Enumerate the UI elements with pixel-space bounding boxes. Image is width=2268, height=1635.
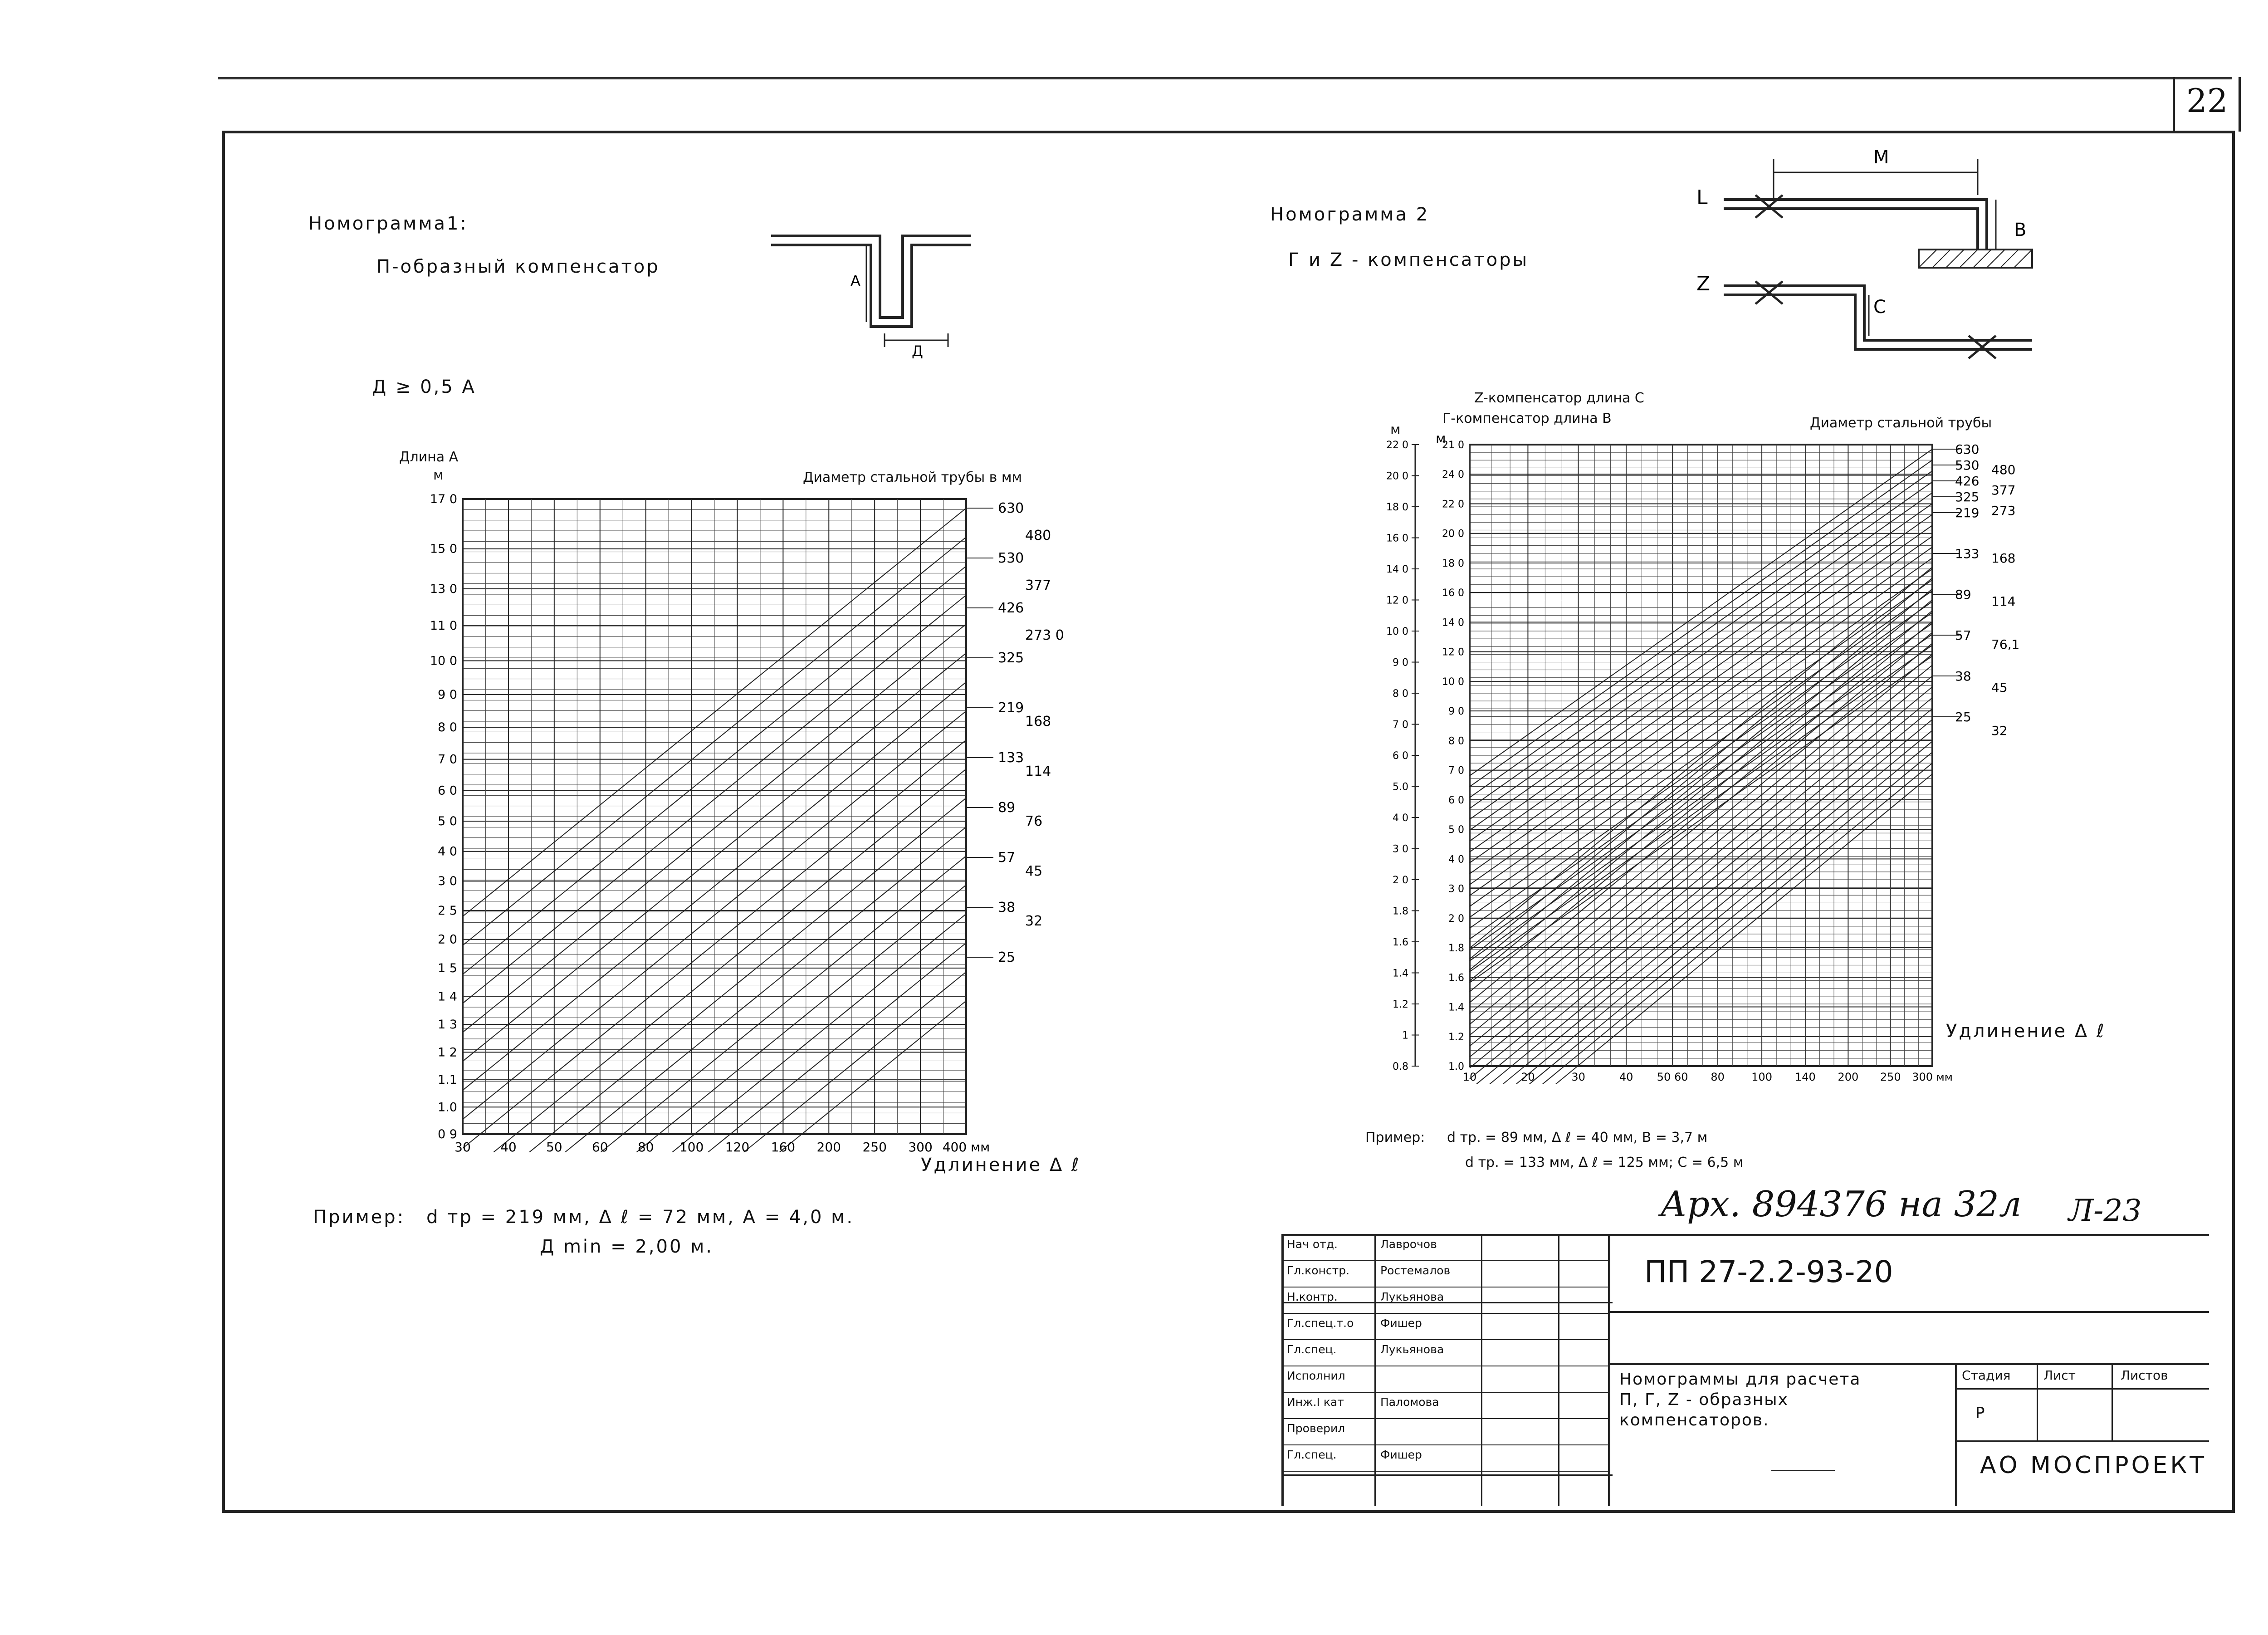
- title-block-role: Гл.констр.: [1287, 1264, 1350, 1277]
- nomogram2-diameter-lines: [1470, 449, 1932, 1084]
- nomogram2-y-tick-inner: 1.4: [1448, 1002, 1464, 1013]
- nomogram1-y-tick: 5 0: [438, 814, 457, 829]
- nomogram2-diameter-label-right: 168: [1991, 551, 2016, 566]
- nomogram2-y-tick-outer: 14 0: [1386, 564, 1408, 575]
- nomogram1-diameter-label-left: 133: [998, 750, 1024, 766]
- nomogram1-x-title: Удлинение Δ ℓ: [921, 1155, 1081, 1175]
- nomogram1-example-line2: Д min = 2,00 м.: [540, 1236, 714, 1257]
- stage-header: Стадия: [1962, 1368, 2011, 1383]
- nomogram2-diameter-line-z: [1470, 591, 1932, 917]
- nomogram1-y-tick: 1 2: [438, 1045, 457, 1060]
- nomogram2-y-tick-outer: 6 0: [1393, 750, 1408, 762]
- nomogram2-diameter-line-g: [1470, 578, 1932, 959]
- nomogram2-y-tick-inner: 6 0: [1448, 794, 1464, 806]
- nomogram1-diameter-labels: [966, 500, 1064, 965]
- nomogram1-diameter-label-left: 38: [998, 900, 1016, 915]
- nomogram1-diameter-label-left: 25: [998, 950, 1016, 965]
- nomogram2-diameter-line-g: [1470, 730, 1932, 1084]
- nomogram1-legend-title: Диаметр стальной трубы в мм: [803, 470, 1022, 485]
- nomogram1-y-tick: 1.1: [438, 1073, 457, 1087]
- nomogram2-y-tick-inner: 1.0: [1448, 1061, 1464, 1072]
- nomogram1-x-tick: 50: [546, 1140, 562, 1152]
- nomogram2-y-ticks-outer: [1386, 440, 1419, 1072]
- nomogram2-y-tick-inner: 12 0: [1442, 646, 1464, 658]
- nomogram2-y-ticks-inner: [1442, 440, 1464, 1072]
- title-block-row-line: [1281, 1418, 1608, 1419]
- nomogram2-diameter-label-right: 32: [1991, 723, 2008, 738]
- nomogram2-y-tick-outer: 4 0: [1393, 813, 1408, 824]
- nomogram2-x-tick: 100: [1751, 1071, 1772, 1083]
- title-block-role: Исполнил: [1287, 1369, 1345, 1382]
- nomogram2-subtitle: Г и Z - компенсаторы: [1288, 250, 1529, 270]
- nomogram2-diameter-label-right: 480: [1991, 462, 2016, 477]
- nomogram2-example-label: Пример:: [1365, 1130, 1425, 1145]
- nomogram2-diameter-label-right: 76,1: [1991, 637, 2020, 652]
- nomogram1-x-tick: 160: [771, 1140, 796, 1152]
- nomogram1-x-tick: 400 мм: [942, 1140, 990, 1152]
- nomogram2-y-tick-outer: 7 0: [1393, 719, 1408, 731]
- nomogram2-diameter-label-right: 377: [1991, 483, 2016, 498]
- nomogram1-diameter-label-left: 219: [998, 700, 1024, 716]
- nomogram1-diameter-label-right: 273 0: [1025, 627, 1064, 643]
- nomogram2-y-tick-outer: 9 0: [1393, 657, 1408, 669]
- nomogram2-y-tick-inner: 4 0: [1448, 854, 1464, 866]
- nomogram2-x-ticks: [1463, 1071, 1953, 1083]
- nomogram2-diameter-line-g: [1470, 589, 1932, 970]
- nomogram2-y-tick-outer: 2 0: [1393, 875, 1408, 886]
- nomogram1-diameter-label-right: 480: [1025, 528, 1051, 543]
- title-block-role: Гл.спец.: [1287, 1448, 1337, 1461]
- nomogram2-y-tick-outer: 0.8: [1393, 1061, 1408, 1072]
- nomogram1-diameter-label-right: 377: [1025, 578, 1051, 593]
- nomogram2-diameter-label-left: 133: [1955, 546, 1980, 561]
- nomogram1-x-tick: 100: [679, 1140, 704, 1152]
- nomogram1-x-tick: 30: [455, 1140, 471, 1152]
- nomogram2-y-tick-outer: 1: [1402, 1030, 1408, 1042]
- nomogram2-x-tick: 250: [1880, 1071, 1901, 1083]
- nomogram2-diameter-line-z: [1470, 504, 1932, 830]
- nomogram2-y-tick-inner: 18 0: [1442, 558, 1464, 569]
- nomogram2-y-tick-inner: 7 0: [1448, 765, 1464, 777]
- nomogram2-y-tick-outer: 5.0: [1393, 781, 1408, 793]
- nomogram2-y-tick-inner: 3 0: [1448, 883, 1464, 895]
- nomogram1-y-tick: 1 4: [438, 989, 457, 1004]
- nomogram1-diameter-label-left: 89: [998, 800, 1016, 816]
- stage-value: Р: [1975, 1404, 1985, 1422]
- nomogram2-y-tick-inner: 14 0: [1442, 617, 1464, 629]
- nomogram2-diameter-line-z: [1470, 547, 1932, 874]
- nomogram1-diameter-label-right: 76: [1025, 813, 1043, 829]
- nomogram1-y-tick: 7 0: [438, 752, 457, 767]
- nomogram1-y-tick: 0 9: [438, 1127, 457, 1141]
- nomogram1-diameter-label-left: 325: [998, 650, 1024, 666]
- nomogram2-schematic: [1696, 145, 2055, 363]
- schematic2-label-b: В: [2014, 220, 2027, 240]
- nomogram2-y-tick-inner: 5 0: [1448, 824, 1464, 836]
- nomogram2-diameter-line-z: [1470, 449, 1932, 776]
- nomogram1-schematic: [767, 227, 975, 358]
- nomogram2-diameter-line-g: [1470, 632, 1932, 1013]
- document-title-line1: Номограммы для расчета: [1619, 1370, 1861, 1389]
- nomogram2-y-tick-outer: 22 0: [1386, 440, 1408, 451]
- nomogram1-diameter-label-right: 45: [1025, 863, 1043, 879]
- nomogram1-y-title: Длина А: [399, 449, 459, 465]
- nomogram1-x-tick: 300: [908, 1140, 933, 1152]
- nomogram1-y-unit: м: [433, 467, 444, 483]
- title-block-name: Паломова: [1380, 1395, 1439, 1409]
- nomogram1-diameter-label-right: 114: [1025, 764, 1051, 779]
- nomogram2-y-tick-outer: 8 0: [1393, 688, 1408, 700]
- nomogram2-diameter-label-left: 530: [1955, 458, 1980, 473]
- nomogram1-y-tick: 2 0: [438, 932, 457, 947]
- nomogram2-axis-title-z: Z-компенсатор длина С: [1474, 390, 1644, 406]
- nomogram2-diameter-label-right: 45: [1991, 680, 2008, 695]
- nomogram2-diameter-line-g: [1470, 600, 1932, 981]
- nomogram1-subtitle: П-образный компенсатор: [376, 256, 660, 277]
- nomogram2-diameter-label-right: 114: [1991, 594, 2016, 609]
- nomogram1-y-tick: 9 0: [438, 687, 457, 702]
- nomogram2-y-tick-inner: 1.8: [1448, 943, 1464, 955]
- nomogram1-y-ticks: [430, 492, 457, 1141]
- title-block-name: Лукьянова: [1380, 1343, 1444, 1356]
- nomogram1-diameter-label-left: 530: [998, 550, 1024, 566]
- schematic2-label-m: М: [1873, 147, 1889, 168]
- nomogram1-example-line1: d тр = 219 мм, Δ ℓ = 72 мм, А = 4,0 м.: [426, 1207, 855, 1228]
- nomogram2-diameter-line-z: [1470, 471, 1932, 798]
- title-block-name: Фишер: [1380, 1317, 1422, 1330]
- schematic2-label-c: С: [1873, 297, 1886, 318]
- nomogram2-x-tick: 20: [1521, 1071, 1535, 1083]
- nomogram1-y-tick: 11 0: [430, 619, 457, 633]
- schematic2-label-l: L: [1696, 186, 1708, 209]
- nomogram2-axis-title-g: Г-компенсатор длина В: [1442, 411, 1612, 426]
- nomogram1-y-tick: 1 5: [438, 961, 457, 975]
- nomogram1-x-tick: 60: [591, 1140, 608, 1152]
- nomogram2-y-tick-inner: 10 0: [1442, 676, 1464, 688]
- nomogram1-y-tick: 2 5: [438, 903, 457, 918]
- nomogram2-diameter-line-z: [1470, 634, 1932, 961]
- nomogram2-y-tick-outer: 18 0: [1386, 502, 1408, 513]
- nomogram2-diameter-label-left: 57: [1955, 628, 1971, 643]
- nomogram2-diameter-label-left: 630: [1955, 442, 1980, 457]
- nomogram1-y-tick: 13 0: [430, 582, 457, 596]
- page-number: 22: [2186, 82, 2228, 120]
- nomogram2-diameter-line-z: [1470, 645, 1932, 972]
- document-title-line3: компенсаторов.: [1619, 1411, 1769, 1429]
- nomogram2-y-tick-outer: 10 0: [1386, 626, 1408, 637]
- nomogram2-y-tick-outer: 1.2: [1393, 999, 1408, 1010]
- nomogram2-y-tick-outer: 1.8: [1393, 906, 1408, 917]
- nomogram2-diameter-label-left: 325: [1955, 490, 1980, 504]
- title-block-role: Нач отд.: [1287, 1238, 1338, 1251]
- nomogram1-y-tick: 15 0: [430, 542, 457, 556]
- nomogram2-diameter-line-g: [1470, 567, 1932, 948]
- nomogram2-diameter-label-left: 219: [1955, 505, 1980, 520]
- nomogram2-x-tick: 80: [1711, 1071, 1725, 1083]
- title-block-row-line: [1281, 1444, 1608, 1445]
- nomogram1-example-label: Пример:: [313, 1207, 406, 1228]
- nomogram2-y-tick-outer: 1.6: [1393, 937, 1408, 948]
- nomogram2-diameter-line-g: [1470, 687, 1932, 1068]
- nomogram2-diameter-label-left: 426: [1955, 474, 1980, 489]
- nomogram2-x-tick: 140: [1795, 1071, 1816, 1083]
- nomogram2-chart: [1370, 436, 2023, 1084]
- nomogram2-x-tick: 10: [1462, 1071, 1477, 1083]
- nomogram2-diameter-line-z: [1470, 525, 1932, 852]
- sheet-note: Л-23: [2068, 1193, 2142, 1228]
- nomogram1-diameter-label-right: 168: [1025, 714, 1051, 729]
- nomogram2-diameter-labels: [1932, 442, 2019, 738]
- nomogram2-y-tick-outer: 12 0: [1386, 595, 1408, 607]
- title-block-role: Инж.I кат: [1287, 1395, 1344, 1409]
- nomogram2-y-tick-outer: 3 0: [1393, 843, 1408, 855]
- nomogram2-diameter-line-z: [1470, 602, 1932, 928]
- nomogram2-y-tick-inner: 9 0: [1448, 706, 1464, 718]
- nomogram2-x-tick: 300 мм: [1912, 1071, 1953, 1083]
- title-block-name: Лукьянова: [1380, 1290, 1444, 1303]
- nomogram2-diameter-line-g: [1470, 611, 1932, 992]
- nomogram2-diameter-label-left: 38: [1955, 669, 1971, 684]
- nomogram2-x-tick: 200: [1838, 1071, 1859, 1083]
- nomogram2-y-tick-inner: 21 0: [1442, 440, 1464, 451]
- nomogram1-diameter-label-left: 57: [998, 850, 1016, 866]
- title-block-name: Лаврочов: [1380, 1238, 1437, 1251]
- nomogram2-x-tick: 30: [1571, 1071, 1585, 1083]
- title-block-row-line: [1281, 1313, 1608, 1314]
- nomogram2-y-tick-outer: 20 0: [1386, 470, 1408, 482]
- nomogram2-diameter-line-z: [1470, 536, 1932, 863]
- nomogram1-chart: [376, 485, 1084, 1152]
- nomogram2-y-tick-outer: 1.4: [1393, 968, 1408, 979]
- nomogram2-diameter-line-g: [1470, 643, 1932, 1024]
- nomogram1-condition: Д ≥ 0,5 А: [372, 377, 476, 397]
- nomogram2-diameter-line-g: [1470, 622, 1932, 1003]
- nomogram2-diameter-label-left: 25: [1955, 710, 1971, 724]
- title-block-row-line: [1281, 1339, 1608, 1340]
- nomogram2-diameter-line-z: [1470, 558, 1932, 885]
- nomogram2-y-tick-inner: 1.6: [1448, 972, 1464, 984]
- separator-dash: [1771, 1470, 1835, 1471]
- document-title-line2: П, Г, Z - образных: [1619, 1390, 1789, 1409]
- nomogram1-y-tick: 10 0: [430, 654, 457, 668]
- nomogram2-y-tick-inner: 8 0: [1448, 735, 1464, 747]
- nomogram1-y-tick: 6 0: [438, 783, 457, 798]
- nomogram1-diameter-label-right: 32: [1025, 913, 1043, 929]
- nomogram2-diameter-label-left: 89: [1955, 587, 1971, 602]
- nomogram2-diameter-line-z: [1470, 656, 1932, 983]
- nomogram2-legend-title: Диаметр стальной трубы: [1810, 415, 1992, 431]
- nomogram1-diameter-label-left: 426: [998, 600, 1024, 616]
- nomogram2-diameter-line-g: [1470, 676, 1932, 1057]
- nomogram1-x-ticks: [455, 1140, 990, 1152]
- nomogram1-y-tick: 17 0: [430, 492, 457, 506]
- nomogram2-x-tick: 50 60: [1657, 1071, 1688, 1083]
- title-block: [1281, 1234, 2209, 1506]
- title-block-row-line: [1281, 1260, 1608, 1261]
- nomogram1-y-tick: 8 0: [438, 720, 457, 735]
- nomogram2-y-tick-inner: 1.2: [1448, 1031, 1464, 1043]
- nomogram1-heading: Номограмма1:: [308, 213, 468, 234]
- title-block-row-line: [1281, 1471, 1608, 1472]
- nomogram2-y-tick-inner: 22 0: [1442, 499, 1464, 510]
- title-block-role: Н.контр.: [1287, 1290, 1338, 1303]
- sheet-header: Лист: [2043, 1368, 2076, 1383]
- nomogram1-y-tick: 3 0: [438, 874, 457, 889]
- nomogram1-y-tick: 1.0: [438, 1100, 457, 1115]
- nomogram1-y-tick: 4 0: [438, 844, 457, 859]
- nomogram2-example-line2: d тр. = 133 мм, Δ ℓ = 125 мм; С = 6,5 м: [1465, 1155, 1744, 1170]
- nomogram1-x-tick: 40: [500, 1140, 517, 1152]
- nomogram2-x-tick: 40: [1619, 1071, 1633, 1083]
- nomogram2-y-tick-outer: 16 0: [1386, 533, 1408, 544]
- nomogram2-y-tick-inner: 24 0: [1442, 469, 1464, 481]
- nomogram1-x-tick: 200: [816, 1140, 841, 1152]
- nomogram1-diameter-label-left: 630: [998, 500, 1024, 516]
- title-block-name: Ростемалов: [1380, 1264, 1451, 1277]
- nomogram1-y-tick: 1 3: [438, 1018, 457, 1032]
- nomogram2-diameter-label-right: 273: [1991, 503, 2016, 518]
- nomogram2-diameter-line-z: [1470, 580, 1932, 906]
- nomogram2-example-line1: d тр. = 89 мм, Δ ℓ = 40 мм, В = 3,7 м: [1447, 1130, 1708, 1145]
- schematic1-label-b: Д: [912, 343, 923, 358]
- nomogram1-x-tick: 80: [637, 1140, 654, 1152]
- nomogram2-unit-right: м: [1436, 431, 1446, 447]
- schematic2-label-z: Z: [1696, 272, 1711, 295]
- nomogram2-heading: Номограмма 2: [1270, 204, 1430, 225]
- document-code: ПП 27-2.2-93-20: [1644, 1254, 1893, 1289]
- nomogram2-diameter-line-g: [1470, 665, 1932, 1046]
- nomogram2-y-tick-inner: 20 0: [1442, 528, 1464, 540]
- nomogram1-x-tick: 120: [725, 1140, 750, 1152]
- nomogram2-diameter-line-z: [1470, 482, 1932, 808]
- title-block-role: Гл.спец.т.о: [1287, 1317, 1354, 1330]
- title-block-name: Фишер: [1380, 1448, 1422, 1461]
- nomogram1-x-tick: 250: [862, 1140, 887, 1152]
- title-block-role: Проверил: [1287, 1422, 1345, 1435]
- archive-note: Арх. 894376 на 32л: [1660, 1184, 2022, 1225]
- sheets-header: Листов: [2121, 1368, 2168, 1383]
- top-rule: [218, 77, 2232, 79]
- nomogram2-unit-left: м: [1390, 422, 1401, 438]
- nomogram1-grid: [463, 499, 966, 1134]
- nomogram2-y-tick-inner: 2 0: [1448, 913, 1464, 925]
- nomogram2-x-title: Удлинение Δ ℓ: [1946, 1021, 2106, 1042]
- title-block-row-line: [1281, 1392, 1608, 1393]
- nomogram2-y-tick-inner: 16 0: [1442, 587, 1464, 599]
- title-block-role: Гл.спец.: [1287, 1343, 1337, 1356]
- schematic1-label-a: А: [850, 272, 860, 289]
- nomogram2-diameter-line-z: [1470, 612, 1932, 939]
- organization: АО МОСПРОЕКТ: [1980, 1452, 2207, 1479]
